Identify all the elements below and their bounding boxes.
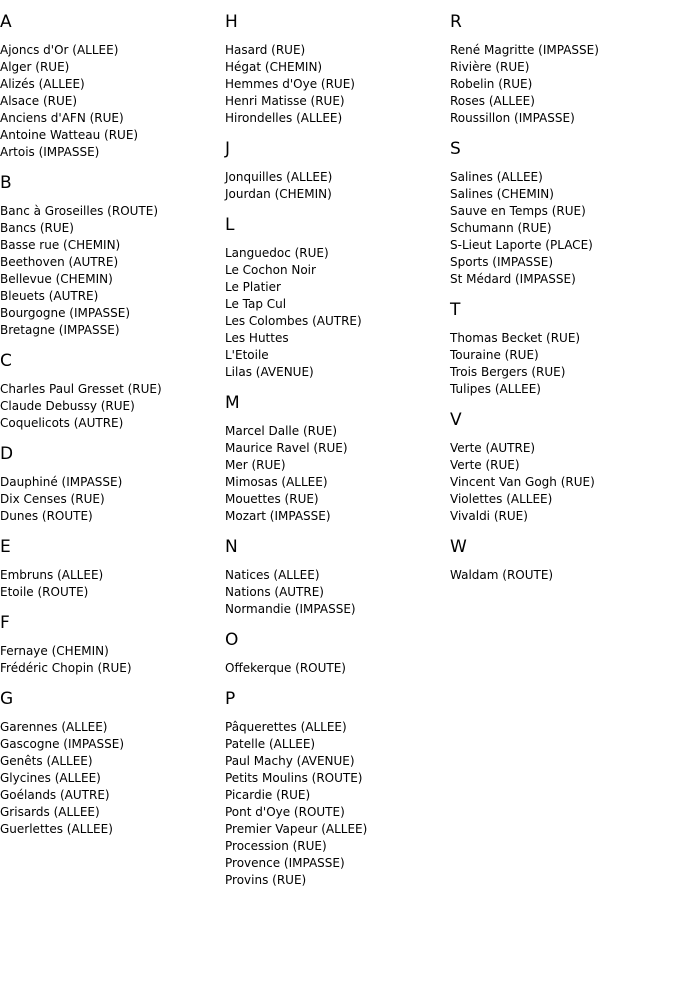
- street-link[interactable]: Paul Machy (AVENUE): [225, 754, 355, 768]
- street-link[interactable]: Artois (IMPASSE): [0, 145, 100, 159]
- letter-heading: O: [225, 630, 239, 650]
- street-list: [0, 42, 225, 161]
- letter-heading: P: [225, 689, 236, 709]
- street-link[interactable]: Thomas Becket (RUE): [450, 331, 581, 345]
- street-link[interactable]: Sports (IMPASSE): [450, 255, 554, 269]
- street-link[interactable]: Henri Matisse (RUE): [225, 94, 345, 108]
- letter-heading: R: [450, 12, 462, 32]
- letter-group-w: [450, 537, 675, 584]
- street-list: [0, 203, 225, 339]
- street-link[interactable]: Dunes (ROUTE): [0, 509, 93, 523]
- letter-group-c: [0, 351, 225, 432]
- letter-heading: J: [225, 139, 231, 159]
- street-link[interactable]: Alsace (RUE): [0, 94, 78, 108]
- street-link[interactable]: Basse rue (CHEMIN): [0, 238, 121, 252]
- letter-heading: E: [0, 537, 11, 557]
- letter-heading: T: [450, 300, 461, 320]
- street-link[interactable]: Garennes (ALLEE): [0, 720, 108, 734]
- street-link[interactable]: Schumann (RUE): [450, 221, 552, 235]
- street-link[interactable]: Procession (RUE): [225, 839, 327, 853]
- street-link[interactable]: Le Cochon Noir: [225, 263, 316, 277]
- street-link[interactable]: Offekerque (ROUTE): [225, 661, 346, 675]
- letter-group-d: [0, 444, 225, 525]
- street-link[interactable]: Roses (ALLEE): [450, 94, 535, 108]
- letter-group-t: [450, 300, 675, 398]
- street-link[interactable]: Claude Debussy (RUE): [0, 399, 135, 413]
- street-link[interactable]: Banc à Groseilles (ROUTE): [0, 204, 159, 218]
- street-link[interactable]: Patelle (ALLEE): [225, 737, 316, 751]
- street-link[interactable]: Gascogne (IMPASSE): [0, 737, 125, 751]
- street-link[interactable]: Languedoc (RUE): [225, 246, 329, 260]
- street-list: [225, 423, 450, 525]
- street-link[interactable]: Jonquilles (ALLEE): [225, 170, 333, 184]
- street-list: [225, 169, 450, 203]
- street-link[interactable]: Sauve en Temps (RUE): [450, 204, 586, 218]
- street-link[interactable]: Lilas (AVENUE): [225, 365, 314, 379]
- street-list: [450, 567, 675, 584]
- street-link[interactable]: Glycines (ALLEE): [0, 771, 101, 785]
- street-link[interactable]: Bourgogne (IMPASSE): [0, 306, 131, 320]
- street-link[interactable]: Mer (RUE): [225, 458, 286, 472]
- street-link[interactable]: Picardie (RUE): [225, 788, 311, 802]
- street-link[interactable]: Salines (CHEMIN): [450, 187, 554, 201]
- street-link[interactable]: Touraine (RUE): [450, 348, 539, 362]
- letter-group-o: [225, 630, 450, 677]
- street-link[interactable]: Provence (IMPASSE): [225, 856, 345, 870]
- letter-group-v: [450, 410, 675, 525]
- letter-group-n: [225, 537, 450, 618]
- street-list: [225, 42, 450, 127]
- letter-heading: G: [0, 689, 14, 709]
- letter-heading: D: [0, 444, 14, 464]
- letter-heading: S: [450, 139, 461, 159]
- street-link[interactable]: Salines (ALLEE): [450, 170, 543, 184]
- letter-heading: A: [0, 12, 12, 32]
- letter-group-h: [225, 12, 450, 127]
- letter-group-a: [0, 12, 225, 161]
- street-list: [450, 330, 675, 398]
- street-link[interactable]: Grisards (ALLEE): [0, 805, 100, 819]
- street-link[interactable]: Rivière (RUE): [450, 60, 530, 74]
- street-list: [450, 42, 675, 127]
- street-link[interactable]: Vivaldi (RUE): [450, 509, 528, 523]
- letter-heading: N: [225, 537, 238, 557]
- street-link[interactable]: Les Colombes (AUTRE): [225, 314, 362, 328]
- street-link[interactable]: Violettes (ALLEE): [450, 492, 553, 506]
- street-link[interactable]: Dauphiné (IMPASSE): [0, 475, 123, 489]
- street-link[interactable]: Mouettes (RUE): [225, 492, 319, 506]
- street-index-column-1: [0, 12, 225, 850]
- street-list: [450, 169, 675, 288]
- letter-group-r: [450, 12, 675, 127]
- street-link[interactable]: Le Platier: [225, 280, 281, 294]
- street-link[interactable]: L'Etoile: [225, 348, 269, 362]
- letter-heading: L: [225, 215, 235, 235]
- street-link[interactable]: Les Huttes: [225, 331, 289, 345]
- street-link[interactable]: René Magritte (IMPASSE): [450, 43, 599, 57]
- street-link[interactable]: S-Lieut Laporte (PLACE): [450, 238, 593, 252]
- street-link[interactable]: Petits Moulins (ROUTE): [225, 771, 363, 785]
- street-link[interactable]: Bretagne (IMPASSE): [0, 323, 120, 337]
- street-link[interactable]: Hégat (CHEMIN): [225, 60, 323, 74]
- letter-group-g: [0, 689, 225, 838]
- letter-heading: F: [0, 613, 10, 633]
- street-list: [450, 440, 675, 525]
- street-link[interactable]: Embruns (ALLEE): [0, 568, 104, 582]
- street-link[interactable]: Dix Censes (RUE): [0, 492, 105, 506]
- street-list: [0, 719, 225, 838]
- street-link[interactable]: Maurice Ravel (RUE): [225, 441, 348, 455]
- letter-group-j: [225, 139, 450, 203]
- street-link[interactable]: Hemmes d'Oye (RUE): [225, 77, 355, 91]
- street-link[interactable]: Verte (RUE): [450, 458, 520, 472]
- street-link[interactable]: Nations (AUTRE): [225, 585, 324, 599]
- street-list: [225, 567, 450, 618]
- street-link[interactable]: Waldam (ROUTE): [450, 568, 554, 582]
- letter-group-m: [225, 393, 450, 525]
- street-index-column-2: [225, 12, 450, 901]
- letter-heading: B: [0, 173, 12, 193]
- street-link[interactable]: Normandie (IMPASSE): [225, 602, 356, 616]
- letter-group-s: [450, 139, 675, 288]
- street-link[interactable]: Antoine Watteau (RUE): [0, 128, 139, 142]
- street-link[interactable]: Hirondelles (ALLEE): [225, 111, 343, 125]
- street-link[interactable]: Alger (RUE): [0, 60, 70, 74]
- street-list: [225, 719, 450, 889]
- street-link[interactable]: Anciens d'AFN (RUE): [0, 111, 124, 125]
- street-link[interactable]: Mozart (IMPASSE): [225, 509, 331, 523]
- street-link[interactable]: Hasard (RUE): [225, 43, 306, 57]
- street-list: [225, 245, 450, 381]
- street-link[interactable]: Beethoven (AUTRE): [0, 255, 119, 269]
- street-link[interactable]: Premier Vapeur (ALLEE): [225, 822, 368, 836]
- letter-group-p: [225, 689, 450, 889]
- street-list: [0, 567, 225, 601]
- street-link[interactable]: Bleuets (AUTRE): [0, 289, 99, 303]
- street-link[interactable]: Bancs (RUE): [0, 221, 74, 235]
- street-link[interactable]: St Médard (IMPASSE): [450, 272, 576, 286]
- letter-heading: W: [450, 537, 467, 557]
- street-link[interactable]: Pont d'Oye (ROUTE): [225, 805, 345, 819]
- street-link[interactable]: Mimosas (ALLEE): [225, 475, 328, 489]
- street-link[interactable]: Jourdan (CHEMIN): [225, 187, 332, 201]
- letter-group-l: [225, 215, 450, 381]
- street-link[interactable]: Marcel Dalle (RUE): [225, 424, 338, 438]
- street-list: [0, 643, 225, 677]
- letter-heading: H: [225, 12, 238, 32]
- street-link[interactable]: Le Tap Cul: [225, 297, 287, 311]
- street-link[interactable]: Genêts (ALLEE): [0, 754, 93, 768]
- street-link[interactable]: Ajoncs d'Or (ALLEE): [0, 43, 119, 57]
- street-link[interactable]: Natices (ALLEE): [225, 568, 320, 582]
- street-link[interactable]: Pâquerettes (ALLEE): [225, 720, 347, 734]
- street-link[interactable]: Vincent Van Gogh (RUE): [450, 475, 595, 489]
- street-link[interactable]: Tulipes (ALLEE): [450, 382, 541, 396]
- letter-heading: M: [225, 393, 240, 413]
- letter-group-b: [0, 173, 225, 339]
- street-link[interactable]: Alizés (ALLEE): [0, 77, 85, 91]
- letter-group-f: [0, 613, 225, 677]
- street-link[interactable]: Fernaye (CHEMIN): [0, 644, 109, 658]
- street-link[interactable]: Verte (AUTRE): [450, 441, 536, 455]
- street-link[interactable]: Coquelicots (AUTRE): [0, 416, 124, 430]
- street-link[interactable]: Frédéric Chopin (RUE): [0, 661, 132, 675]
- street-link[interactable]: Guerlettes (ALLEE): [0, 822, 113, 836]
- street-list: [225, 660, 450, 677]
- street-link[interactable]: Trois Bergers (RUE): [450, 365, 566, 379]
- street-link[interactable]: Charles Paul Gresset (RUE): [0, 382, 162, 396]
- street-list: [0, 474, 225, 525]
- street-link[interactable]: Robelin (RUE): [450, 77, 533, 91]
- street-link[interactable]: Roussillon (IMPASSE): [450, 111, 575, 125]
- street-list: [0, 381, 225, 432]
- letter-heading: C: [0, 351, 12, 371]
- street-index-column-3: [450, 12, 675, 596]
- street-link[interactable]: Goélands (AUTRE): [0, 788, 110, 802]
- street-link[interactable]: Etoile (ROUTE): [0, 585, 89, 599]
- letter-group-e: [0, 537, 225, 601]
- street-link[interactable]: Bellevue (CHEMIN): [0, 272, 113, 286]
- letter-heading: V: [450, 410, 462, 430]
- street-link[interactable]: Provins (RUE): [225, 873, 307, 887]
